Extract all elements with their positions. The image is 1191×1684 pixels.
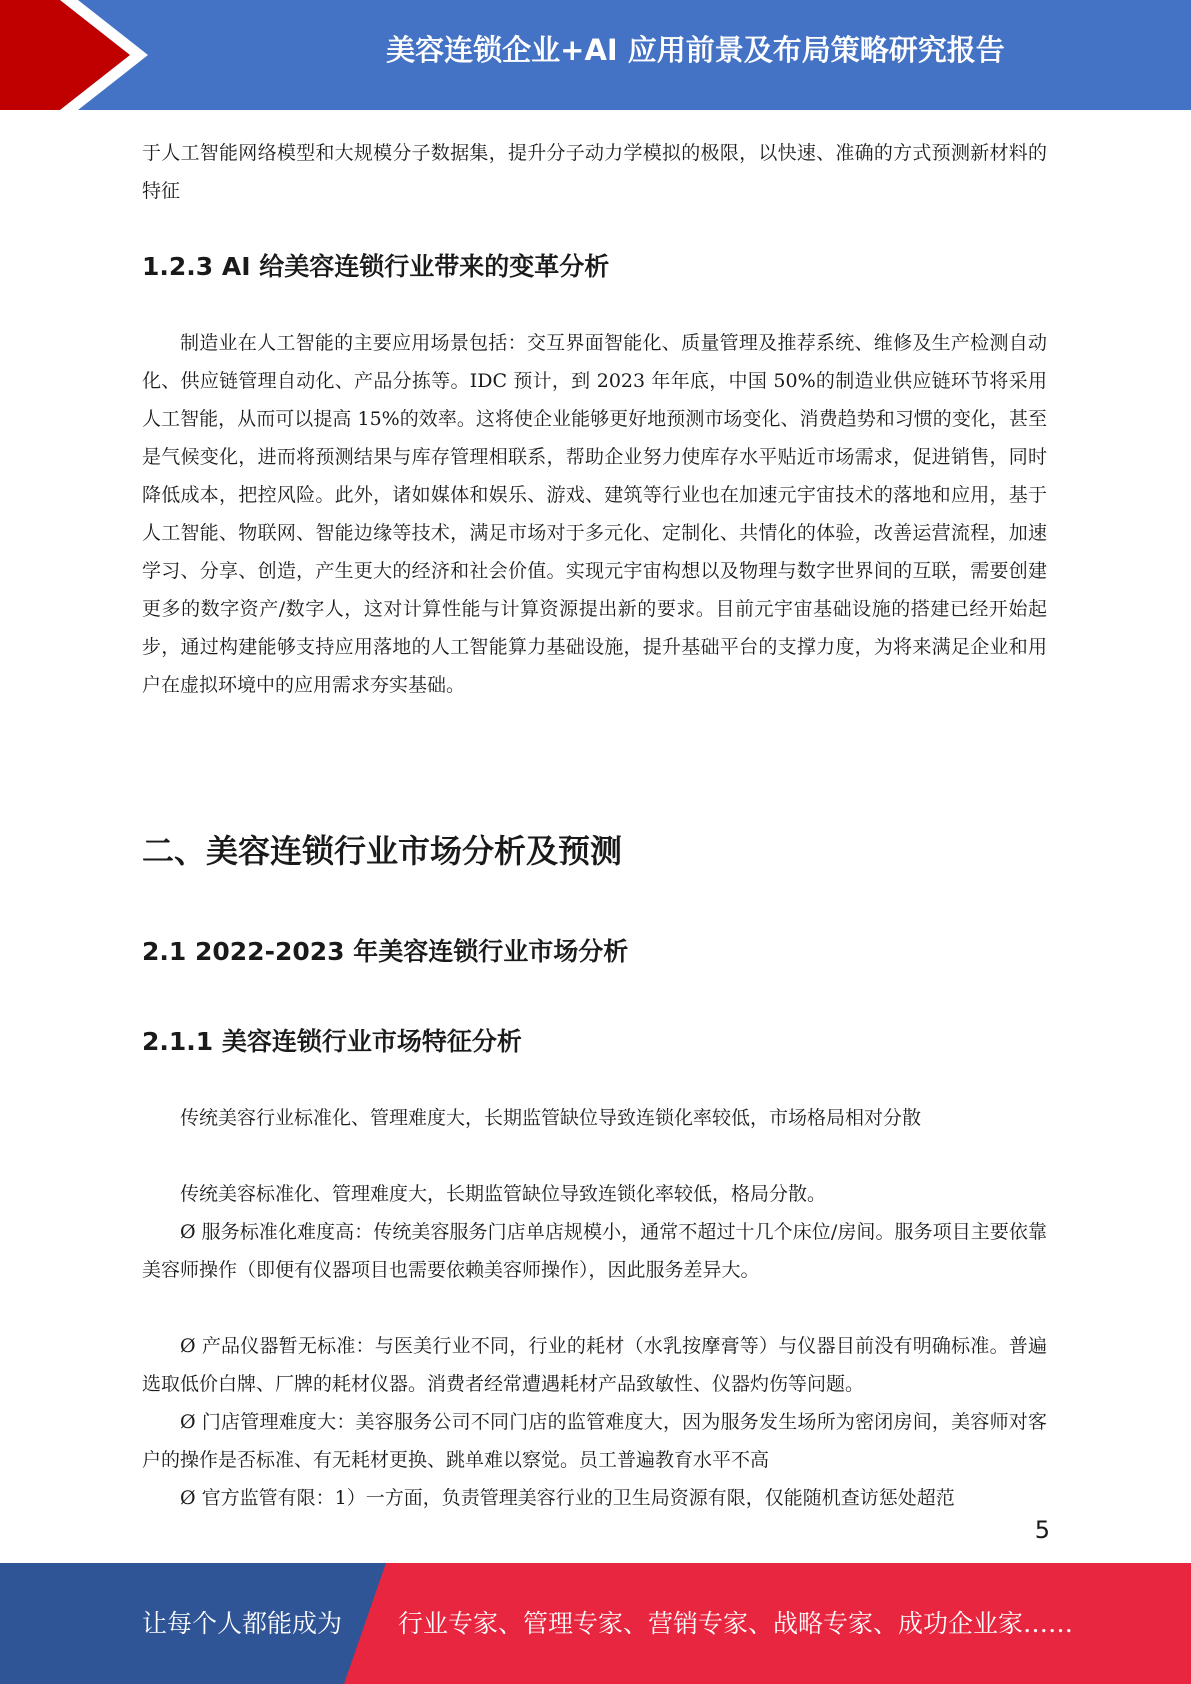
- bullet-paragraph: Ø 门店管理难度大：美容服务公司不同门店的监管难度大，因为服务发生场所为密闭房间，美容师对客户的操作是否标准、有无耗材更换、跳单难以察觉。员工普遍教育水平不高: [142, 1411, 1047, 1471]
- chapter-2-heading: 二、美容连锁行业市场分析及预测: [142, 832, 623, 870]
- page-number: 5: [1034, 1516, 1050, 1544]
- intro-paragraph: 于人工智能网络模型和大规模分子数据集，提升分子动力学模拟的极限，以快速、准确的方式预测新材料的特征: [142, 142, 1047, 202]
- page-footer: [0, 1563, 1191, 1684]
- footer-slogan-right: 行业专家、管理专家、营销专家、战略专家、成功企业家……: [398, 1609, 1074, 1638]
- paragraph: 传统美容行业标准化、管理难度大，长期监管缺位导致连锁化率较低，市场格局相对分散: [180, 1107, 922, 1129]
- paragraph: 传统美容标准化、管理难度大，长期监管缺位导致连锁化率较低，格局分散。: [180, 1183, 827, 1205]
- bullet-paragraph: Ø 服务标准化难度高：传统美容服务门店单店规模小，通常不超过十几个床位/房间。服务项目主要依靠美容师操作（即便有仪器项目也需要依赖美容师操作），因此服务差异大。: [142, 1221, 1047, 1281]
- section-1-2-3-body: [142, 324, 1047, 704]
- section-2-1-1-body: [142, 1175, 1047, 1517]
- section-heading-1-2-3: 1.2.3 AI 给美容连锁行业带来的变革分析: [142, 252, 610, 281]
- footer-slogan-left: 让每个人都能成为: [142, 1609, 343, 1638]
- bullet-paragraph: Ø 产品仪器暂无标准：与医美行业不同，行业的耗材（水乳按摩膏等）与仪器目前没有明确标准。普遍选取低价白牌、厂牌的耗材仪器。消费者经常遭遇耗材产品致敏性、仪器灼伤等问题。: [142, 1335, 1047, 1395]
- page-header: [0, 0, 1191, 110]
- intro-paragraph-block: [142, 134, 1047, 210]
- bullet-paragraph: Ø 官方监管有限：1）一方面，负责管理美容行业的卫生局资源有限，仅能随机查访惩处超范: [180, 1487, 955, 1509]
- report-title: 美容连锁企业+AI 应用前景及布局策略研究报告: [386, 33, 1005, 67]
- section-heading-2-1: 2.1 2022-2023 年美容连锁行业市场分析: [142, 937, 629, 966]
- section-1-2-3-paragraph: 制造业在人工智能的主要应用场景包括：交互界面智能化、质量管理及推荐系统、维修及生产检测自动化、供应链管理自动化、产品分拣等。IDC 预计，到 2023 年年底，中国 50%的制造业供应链环节将采用人工智能，从而可以提高 15%的效率。这将使企业能够更好地预测市场变化、消费趋势和习惯的变化，甚至是气候变化，进而将预测结果与库存管理相联系，帮助企业努力使库存水平贴近市场需求，促进销售，同时降低成本，把控风险。此外，诸如媒体和娱乐、游戏、建筑等行业也在加速元宇宙技术的落地和应用，基于人工智能、物联网、智能边缘等技术，满足市场对于多元化、定制化、共情化的体验，改善运营流程，加速学习、分享、创造，产生更大的经济和社会价值。实现元宇宙构想以及物理与数字世界间的互联，需要创建更多的数字资产/数字人，这对计算性能与计算资源提出新的要求。目前元宇宙基础设施的搭建已经开始起步，通过构建能够支持应用落地的人工智能算力基础设施，提升基础平台的支撑力度，为将来满足企业和用户在虚拟环境中的应用需求夯实基础。: [142, 332, 1047, 696]
- section-2-1-1-p1-block: [142, 1099, 1047, 1137]
- section-heading-2-1-1: 2.1.1 美容连锁行业市场特征分析: [142, 1027, 522, 1056]
